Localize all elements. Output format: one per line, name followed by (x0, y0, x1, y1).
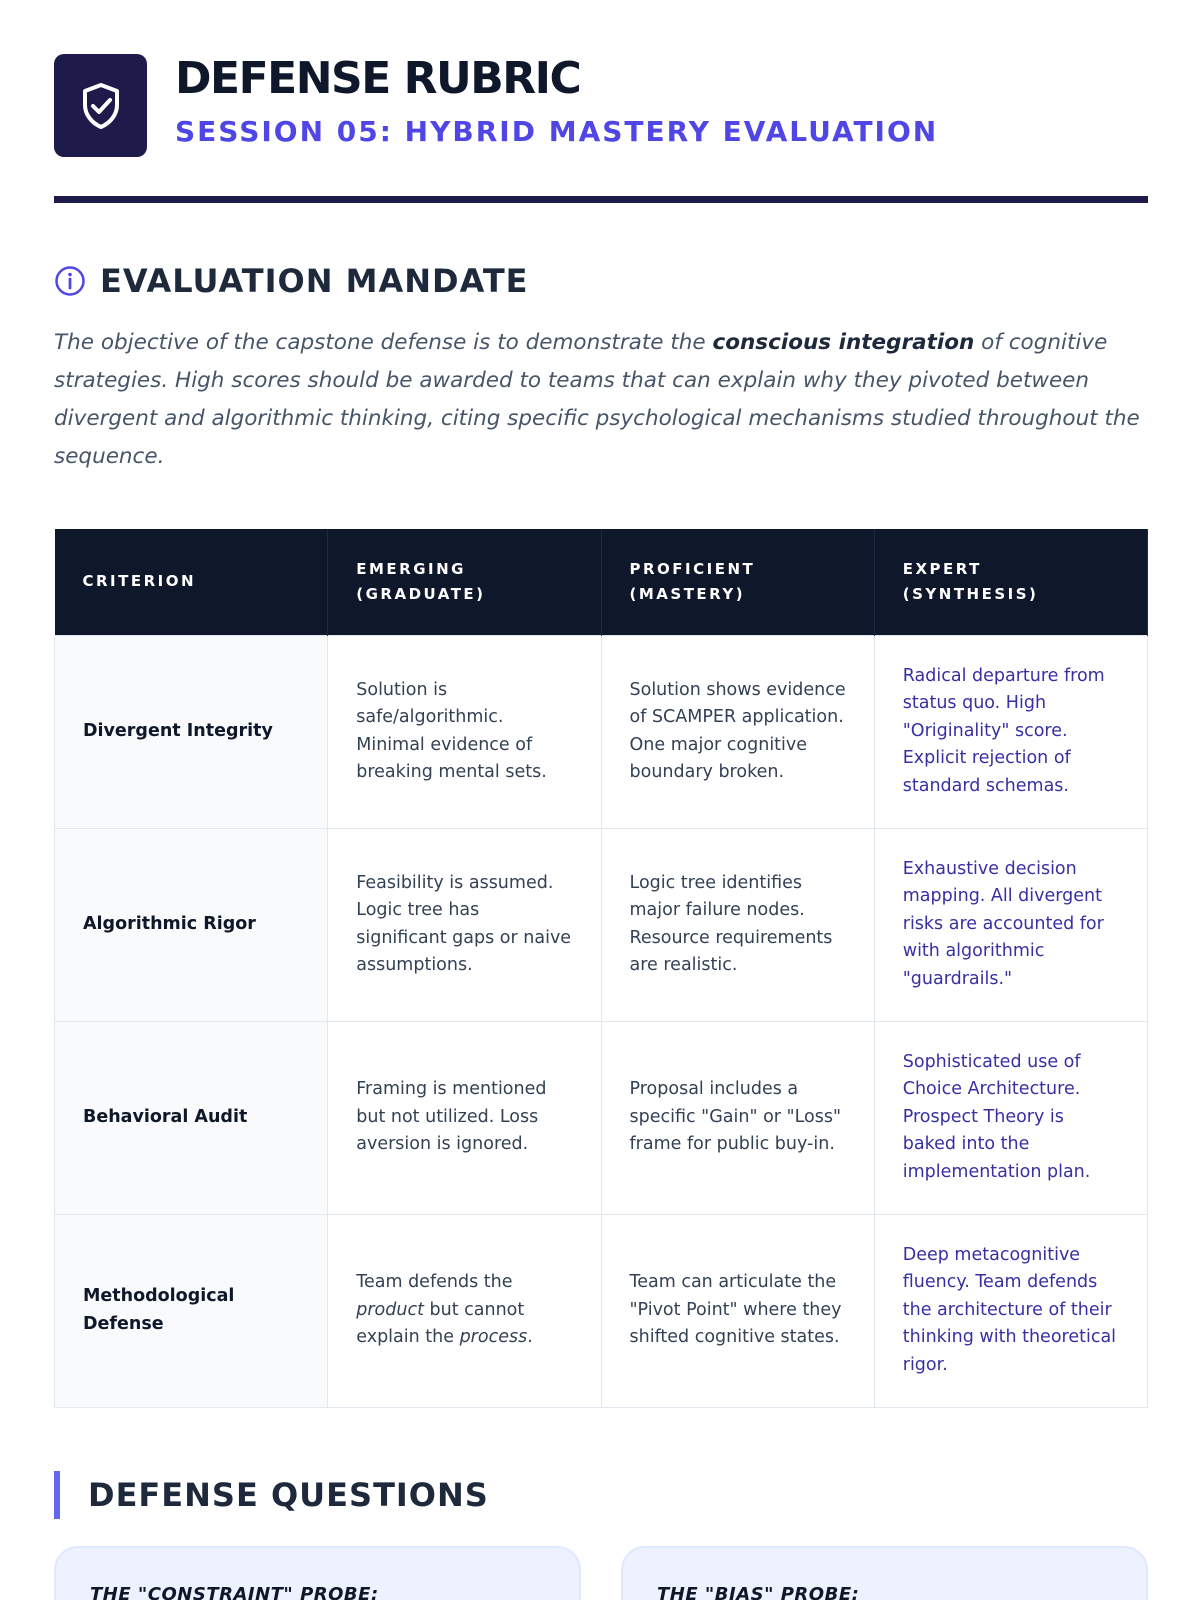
proficient-cell: Solution shows evidence of SCAMPER application. One major cognitive boundary broken. (601, 635, 874, 828)
emerging-text-a: Team defends the (356, 1272, 513, 1293)
table-row (55, 635, 1148, 828)
expert-cell: Radical departure from status quo. High "Originality" score. Explicit rejection of standard schemas. (874, 635, 1147, 828)
criterion-cell: Algorithmic Rigor (55, 828, 328, 1021)
mandate-text-start: The objective of the capstone defense is to demonstrate the (54, 330, 713, 355)
expert-cell: Deep metacognitive fluency. Team defends the architecture of their thinking with theoretical rigor. (874, 1214, 1147, 1407)
mandate-text-emphasis: conscious integration (712, 330, 975, 355)
emerging-text-b: product (356, 1299, 424, 1320)
logo-badge (54, 54, 147, 157)
header-expert: EXPERT (SYNTHESIS) (874, 529, 1147, 635)
rubric-header-row (55, 529, 1148, 635)
criterion-cell: Divergent Integrity (55, 635, 328, 828)
mandate-text (54, 324, 1148, 476)
header-emerging: EMERGING (GRADUATE) (328, 529, 601, 635)
questions-title: DEFENSE QUESTIONS (88, 1476, 489, 1514)
proficient-cell: Logic tree identifies major failure nodes. Resource requirements are realistic. (601, 828, 874, 1021)
page-title: DEFENSE RUBRIC (175, 53, 581, 104)
emerging-cell: Solution is safe/algorithmic. Minimal evidence of breaking mental sets. (328, 635, 601, 828)
criterion-cell: Behavioral Audit (55, 1021, 328, 1214)
table-row (55, 828, 1148, 1021)
expert-cell: Exhaustive decision mapping. All divergent risks are accounted for with algorithmic "guardrails." (874, 828, 1147, 1021)
expert-cell: Sophisticated use of Choice Architecture. Prospect Theory is baked into the implementation plan. (874, 1021, 1147, 1214)
table-row (55, 1214, 1148, 1407)
emerging-text-d: process (459, 1327, 528, 1348)
page-header (54, 54, 1148, 204)
info-icon (54, 265, 86, 297)
header-proficient: PROFICIENT (MASTERY) (601, 529, 874, 635)
probe-title: THE "BIAS" PROBE: (657, 1584, 860, 1600)
mandate-heading (54, 262, 529, 300)
emerging-text-e: . (527, 1327, 533, 1348)
proficient-cell: Team can articulate the "Pivot Point" where they shifted cognitive states. (601, 1214, 874, 1407)
shield-check-icon (79, 81, 123, 131)
probe-title: THE "CONSTRAINT" PROBE: (90, 1584, 379, 1600)
emerging-cell: Feasibility is assumed. Logic tree has significant gaps or naive assumptions. (328, 828, 601, 1021)
rubric-table (54, 529, 1148, 1408)
header-divider (54, 196, 1148, 203)
proficient-cell: Proposal includes a specific "Gain" or "Loss" frame for public buy-in. (601, 1021, 874, 1214)
emerging-text-c: but cannot explain the (356, 1299, 525, 1348)
header-criterion: CRITERION (55, 529, 328, 635)
accent-bar (54, 1471, 60, 1519)
constraint-probe-card (54, 1546, 581, 1600)
emerging-cell: Framing is mentioned but not utilized. Loss aversion is ignored. (328, 1021, 601, 1214)
criterion-cell: Methodological Defense (55, 1214, 328, 1407)
table-row (55, 1021, 1148, 1214)
mandate-title: EVALUATION MANDATE (100, 262, 529, 300)
emerging-cell (328, 1214, 601, 1407)
questions-heading (54, 1471, 489, 1519)
bias-probe-card (621, 1546, 1148, 1600)
mandate-text-end: of cognitive strategies. High scores should be awarded to teams that can explain why they pivoted between divergent and algorithmic thinking, citing specific psychological mechanisms studied throughout the sequence. (54, 330, 1140, 469)
page-subtitle: SESSION 05: HYBRID MASTERY EVALUATION (175, 115, 939, 148)
